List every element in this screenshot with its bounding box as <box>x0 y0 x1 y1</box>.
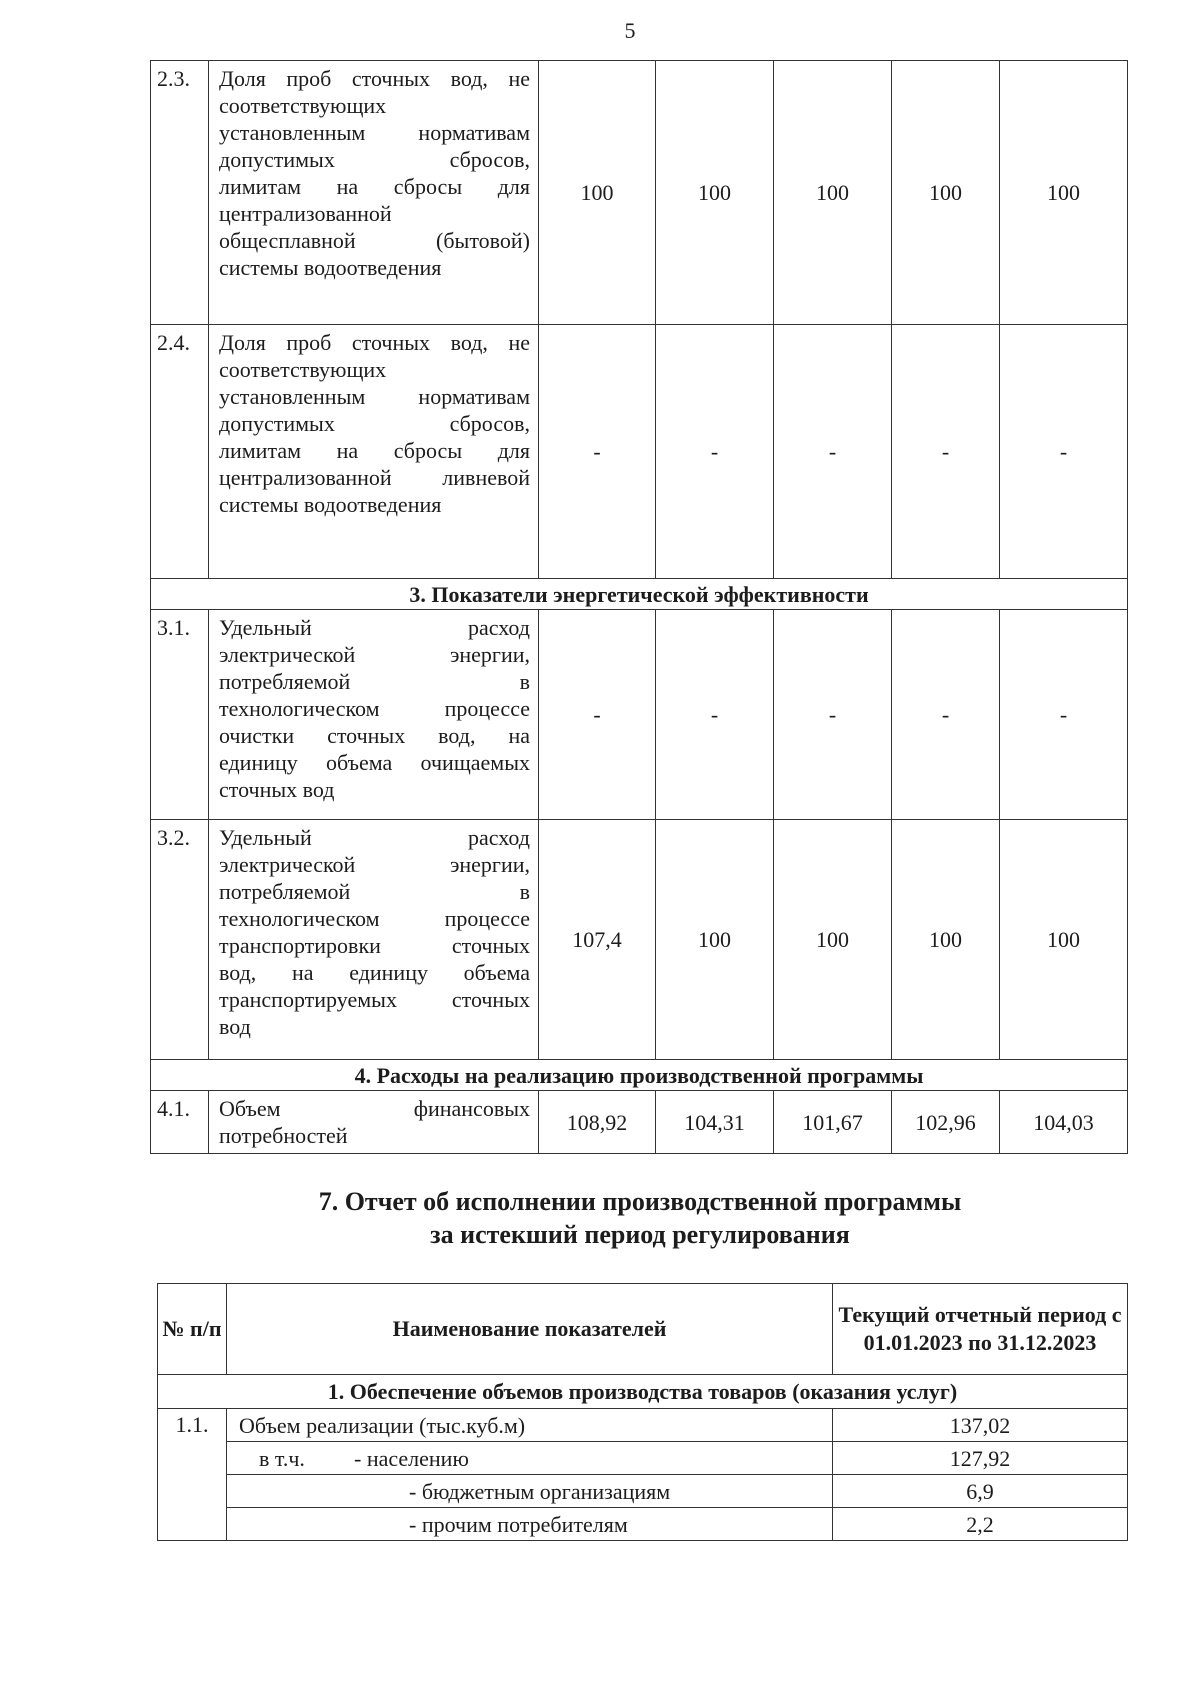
indicator-row <box>151 820 1128 1060</box>
indicator-value: 107,4 <box>539 820 656 1060</box>
indicator-name-line: Объем финансовых <box>219 1096 530 1121</box>
indicator-name-line: сточных вод <box>219 777 335 802</box>
report-heading-line1: 7. Отчет об исполнении производственной программы <box>318 1187 962 1216</box>
indicator-name-line: вод <box>219 1014 251 1039</box>
indicator-value: 100 <box>656 61 774 325</box>
indicator-name-line: технологическом процессе <box>219 906 530 931</box>
indicator-row <box>151 325 1128 579</box>
indicator-value: 104,03 <box>1000 1091 1128 1154</box>
indicator-value: - <box>539 610 656 820</box>
report-section-row <box>158 1375 1128 1409</box>
indicator-num: 3.2. <box>151 820 209 1060</box>
indicator-value: 100 <box>1000 61 1128 325</box>
indicator-name-line: установленным нормативам <box>219 384 530 409</box>
indicator-name-line: вод, на единицу объема <box>219 960 530 985</box>
indicator-value: - <box>774 325 892 579</box>
indicator-name-line: Доля проб сточных вод, не <box>219 330 530 355</box>
report-row-label: - населению <box>354 1445 469 1471</box>
indicator-name <box>209 610 539 820</box>
indicator-value: 101,67 <box>774 1091 892 1154</box>
indicator-name-line: централизованной <box>219 201 392 226</box>
report-section-title: 1. Обеспечение объемов производства товаров (оказания услуг) <box>158 1375 1128 1409</box>
report-row-value: 137,02 <box>833 1409 1128 1442</box>
header-num: № п/п <box>158 1284 227 1375</box>
report-row <box>158 1475 1128 1508</box>
indicator-name-line: общесплавной (бытовой) <box>219 228 530 253</box>
report-row-value: 127,92 <box>833 1442 1128 1475</box>
report-table <box>157 1283 1128 1541</box>
indicator-name-line: технологическом процессе <box>219 696 530 721</box>
indicator-name <box>209 820 539 1060</box>
section-row <box>151 579 1128 610</box>
header-name: Наименование показателей <box>227 1284 833 1375</box>
indicator-name-line: системы водоотведения <box>219 255 442 280</box>
report-header-row <box>158 1284 1128 1375</box>
indicator-name-line: потребностей <box>219 1123 348 1148</box>
report-group-num: 1.1. <box>158 1409 227 1541</box>
section-title: 4. Расходы на реализацию производственной программы <box>151 1060 1128 1091</box>
indicator-name-line: допустимых сбросов, <box>219 147 530 172</box>
indicator-name-line: допустимых сбросов, <box>219 411 530 436</box>
indicator-num: 4.1. <box>151 1091 209 1154</box>
indicator-name-line: установленным нормативам <box>219 120 530 145</box>
report-row-name: Объем реализации (тыс.куб.м) <box>227 1409 833 1442</box>
indicator-name-line: лимитам на сбросы для <box>219 438 530 463</box>
report-heading-line2: за истекший период регулирования <box>430 1220 850 1249</box>
header-period: Текущий отчетный период с 01.01.2023 по 31.12.2023 <box>833 1284 1128 1375</box>
indicator-name-line: Удельный расход <box>219 825 530 850</box>
section-title: 3. Показатели энергетической эффективности <box>151 579 1128 610</box>
indicator-num: 2.3. <box>151 61 209 325</box>
report-row-name: - бюджетным организациям <box>227 1475 833 1508</box>
indicator-name <box>209 1091 539 1154</box>
indicator-name-line: Доля проб сточных вод, не <box>219 66 530 91</box>
indicator-value: 104,31 <box>656 1091 774 1154</box>
indicator-value: 108,92 <box>539 1091 656 1154</box>
indicator-name-line: лимитам на сбросы для <box>219 174 530 199</box>
report-row <box>158 1442 1128 1475</box>
indicator-name <box>209 61 539 325</box>
indicator-value: - <box>892 325 1000 579</box>
indicator-value: - <box>539 325 656 579</box>
indicator-value: 100 <box>892 61 1000 325</box>
indicator-name <box>209 325 539 579</box>
section-row <box>151 1060 1128 1091</box>
indicator-value: 100 <box>1000 820 1128 1060</box>
report-row-name <box>227 1442 833 1475</box>
report-row-value: 6,9 <box>833 1475 1128 1508</box>
indicator-name-line: Удельный расход <box>219 615 530 640</box>
indicator-value: - <box>656 610 774 820</box>
indicator-name-line: электрической энергии, <box>219 642 530 667</box>
report-heading <box>150 1185 1130 1251</box>
indicator-value: 100 <box>656 820 774 1060</box>
report-row-name: - прочим потребителям <box>227 1508 833 1541</box>
indicator-value: - <box>774 610 892 820</box>
indicator-name-line: системы водоотведения <box>219 492 442 517</box>
indicator-row <box>151 610 1128 820</box>
indicator-name-line: транспортировки сточных <box>219 933 530 958</box>
indicator-row <box>151 1091 1128 1154</box>
indicator-num: 3.1. <box>151 610 209 820</box>
indicator-name-line: очистки сточных вод, на <box>219 723 530 748</box>
indicator-name-line: соответствующих <box>219 357 387 382</box>
indicator-name-line: потребляемой в <box>219 669 530 694</box>
indicator-value: 100 <box>539 61 656 325</box>
report-row-value: 2,2 <box>833 1508 1128 1541</box>
indicator-value: 102,96 <box>892 1091 1000 1154</box>
indicator-name-line: соответствующих <box>219 93 387 118</box>
indicator-row <box>151 61 1128 325</box>
indicator-value: - <box>1000 610 1128 820</box>
indicator-name-line: потребляемой в <box>219 879 530 904</box>
indicator-value: 100 <box>774 820 892 1060</box>
page-number: 5 <box>624 18 636 43</box>
indicator-value: 100 <box>774 61 892 325</box>
indicator-name-line: централизованной ливневой <box>219 465 530 490</box>
indicators-table <box>150 60 1128 1154</box>
indicator-value: 100 <box>892 820 1000 1060</box>
indicator-value: - <box>656 325 774 579</box>
report-row-prefix: в т.ч. <box>259 1445 305 1471</box>
indicator-name-line: электрической энергии, <box>219 852 530 877</box>
indicator-name-line: транспортируемых сточных <box>219 987 530 1012</box>
indicator-value: - <box>892 610 1000 820</box>
report-row <box>158 1409 1128 1442</box>
indicator-value: - <box>1000 325 1128 579</box>
indicator-name-line: единицу объема очищаемых <box>219 750 530 775</box>
report-row <box>158 1508 1128 1541</box>
indicator-num: 2.4. <box>151 325 209 579</box>
